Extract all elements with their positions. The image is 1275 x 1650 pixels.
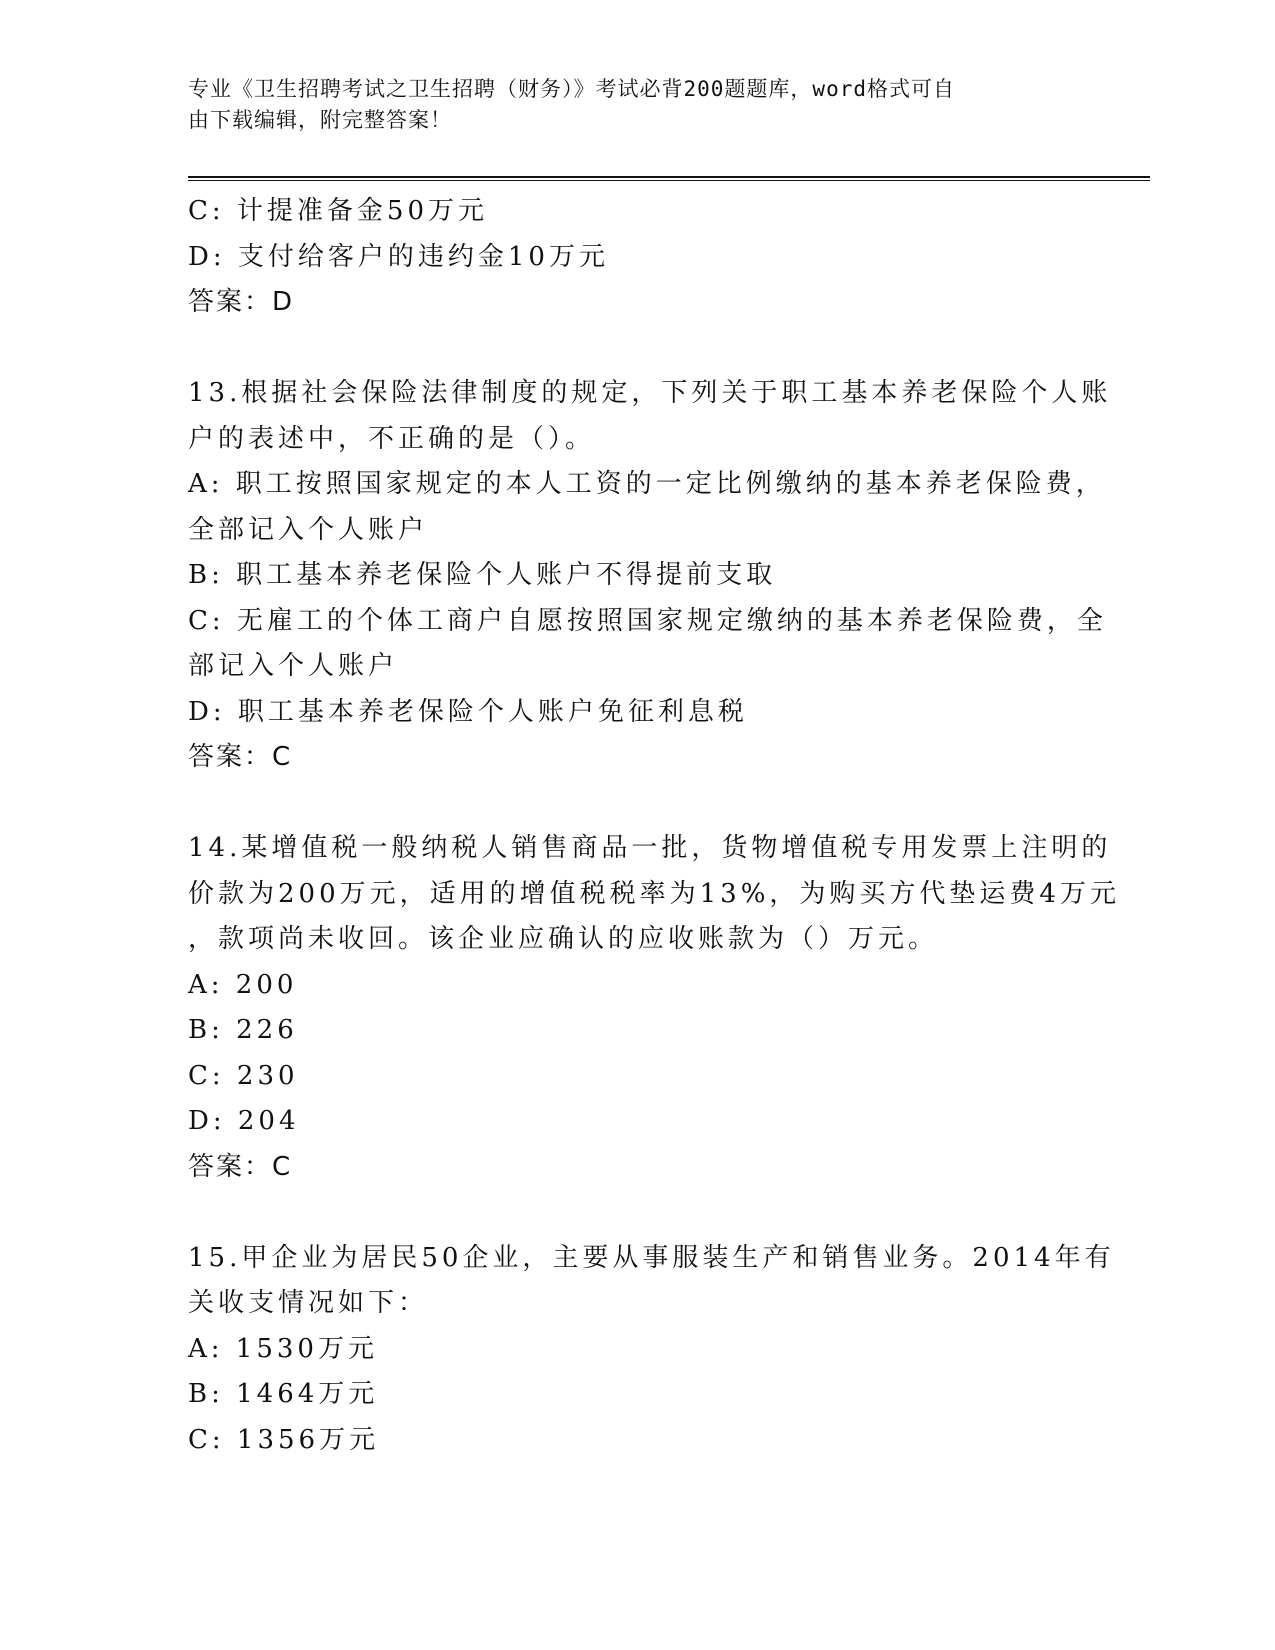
- question-13: [188, 371, 1112, 781]
- question-15: [188, 1236, 1115, 1464]
- answer-line: 答案：C: [188, 1151, 293, 1182]
- question-12-tail: [188, 189, 1088, 326]
- option-d: D: 支付给客户的违约金10万元: [188, 241, 609, 272]
- option-a: A: 200: [188, 969, 298, 1000]
- question-stem-line: ，款项尚未收回。该企业应确认的应收账款为（）万元。: [188, 924, 939, 954]
- option-c: C: 230: [188, 1060, 299, 1091]
- spacer: [188, 781, 1088, 827]
- question-stem-line: 13.根据社会保险法律制度的规定，下列关于职工基本养老保险个人账: [188, 378, 1112, 408]
- question-stem-line: 价款为200万元，适用的增值税税率为13%，为购买方代垫运费4万元: [188, 878, 1120, 909]
- header-line-2: 由下载编辑，附完整答案！: [188, 108, 452, 132]
- question-14: [188, 826, 1120, 1190]
- header-divider: [188, 176, 1150, 181]
- option-c: C: 无雇工的个体工商户自愿按照国家规定缴纳的基本养老保险费，全: [188, 605, 1107, 636]
- answer-line: 答案：C: [188, 742, 293, 772]
- header-line-1: 专业《卫生招聘考试之卫生招聘（财务）》考试必背200题题库，word格式可自: [188, 77, 955, 101]
- option-b: B: 226: [188, 1015, 298, 1045]
- option-c: C: 计提准备金50万元: [188, 196, 489, 226]
- document-header: [188, 74, 1068, 136]
- option-a-continued: 全部记入个人账户: [188, 514, 429, 545]
- option-a: A: 1530万元: [188, 1333, 378, 1364]
- question-stem-line: 14.某增值税一般纳税人销售商品一批，货物增值税专用发票上注明的: [188, 833, 1112, 863]
- option-b: B: 1464万元: [188, 1379, 379, 1409]
- option-c-continued: 部记入个人账户: [188, 651, 399, 681]
- spacer: [188, 1190, 1088, 1236]
- option-c: C: 1356万元: [188, 1424, 380, 1455]
- option-d: D: 职工基本养老保险个人账户免征利息税: [188, 696, 748, 727]
- question-stem-line: 户的表述中，不正确的是（）。: [188, 423, 596, 454]
- option-a: A: 职工按照国家规定的本人工资的一定比例缴纳的基本养老保险费，: [188, 469, 1106, 499]
- question-stem-line: 15.甲企业为居民50企业，主要从事服装生产和销售业务。2014年有: [188, 1242, 1115, 1273]
- answer-line: 答案：D: [188, 287, 295, 317]
- spacer: [188, 326, 1088, 372]
- option-b: B: 职工基本养老保险个人账户不得提前支取: [188, 560, 777, 590]
- question-stem-line: 关收支情况如下：: [188, 1288, 429, 1318]
- option-d: D: 204: [188, 1106, 300, 1136]
- question-list: [188, 189, 1120, 1463]
